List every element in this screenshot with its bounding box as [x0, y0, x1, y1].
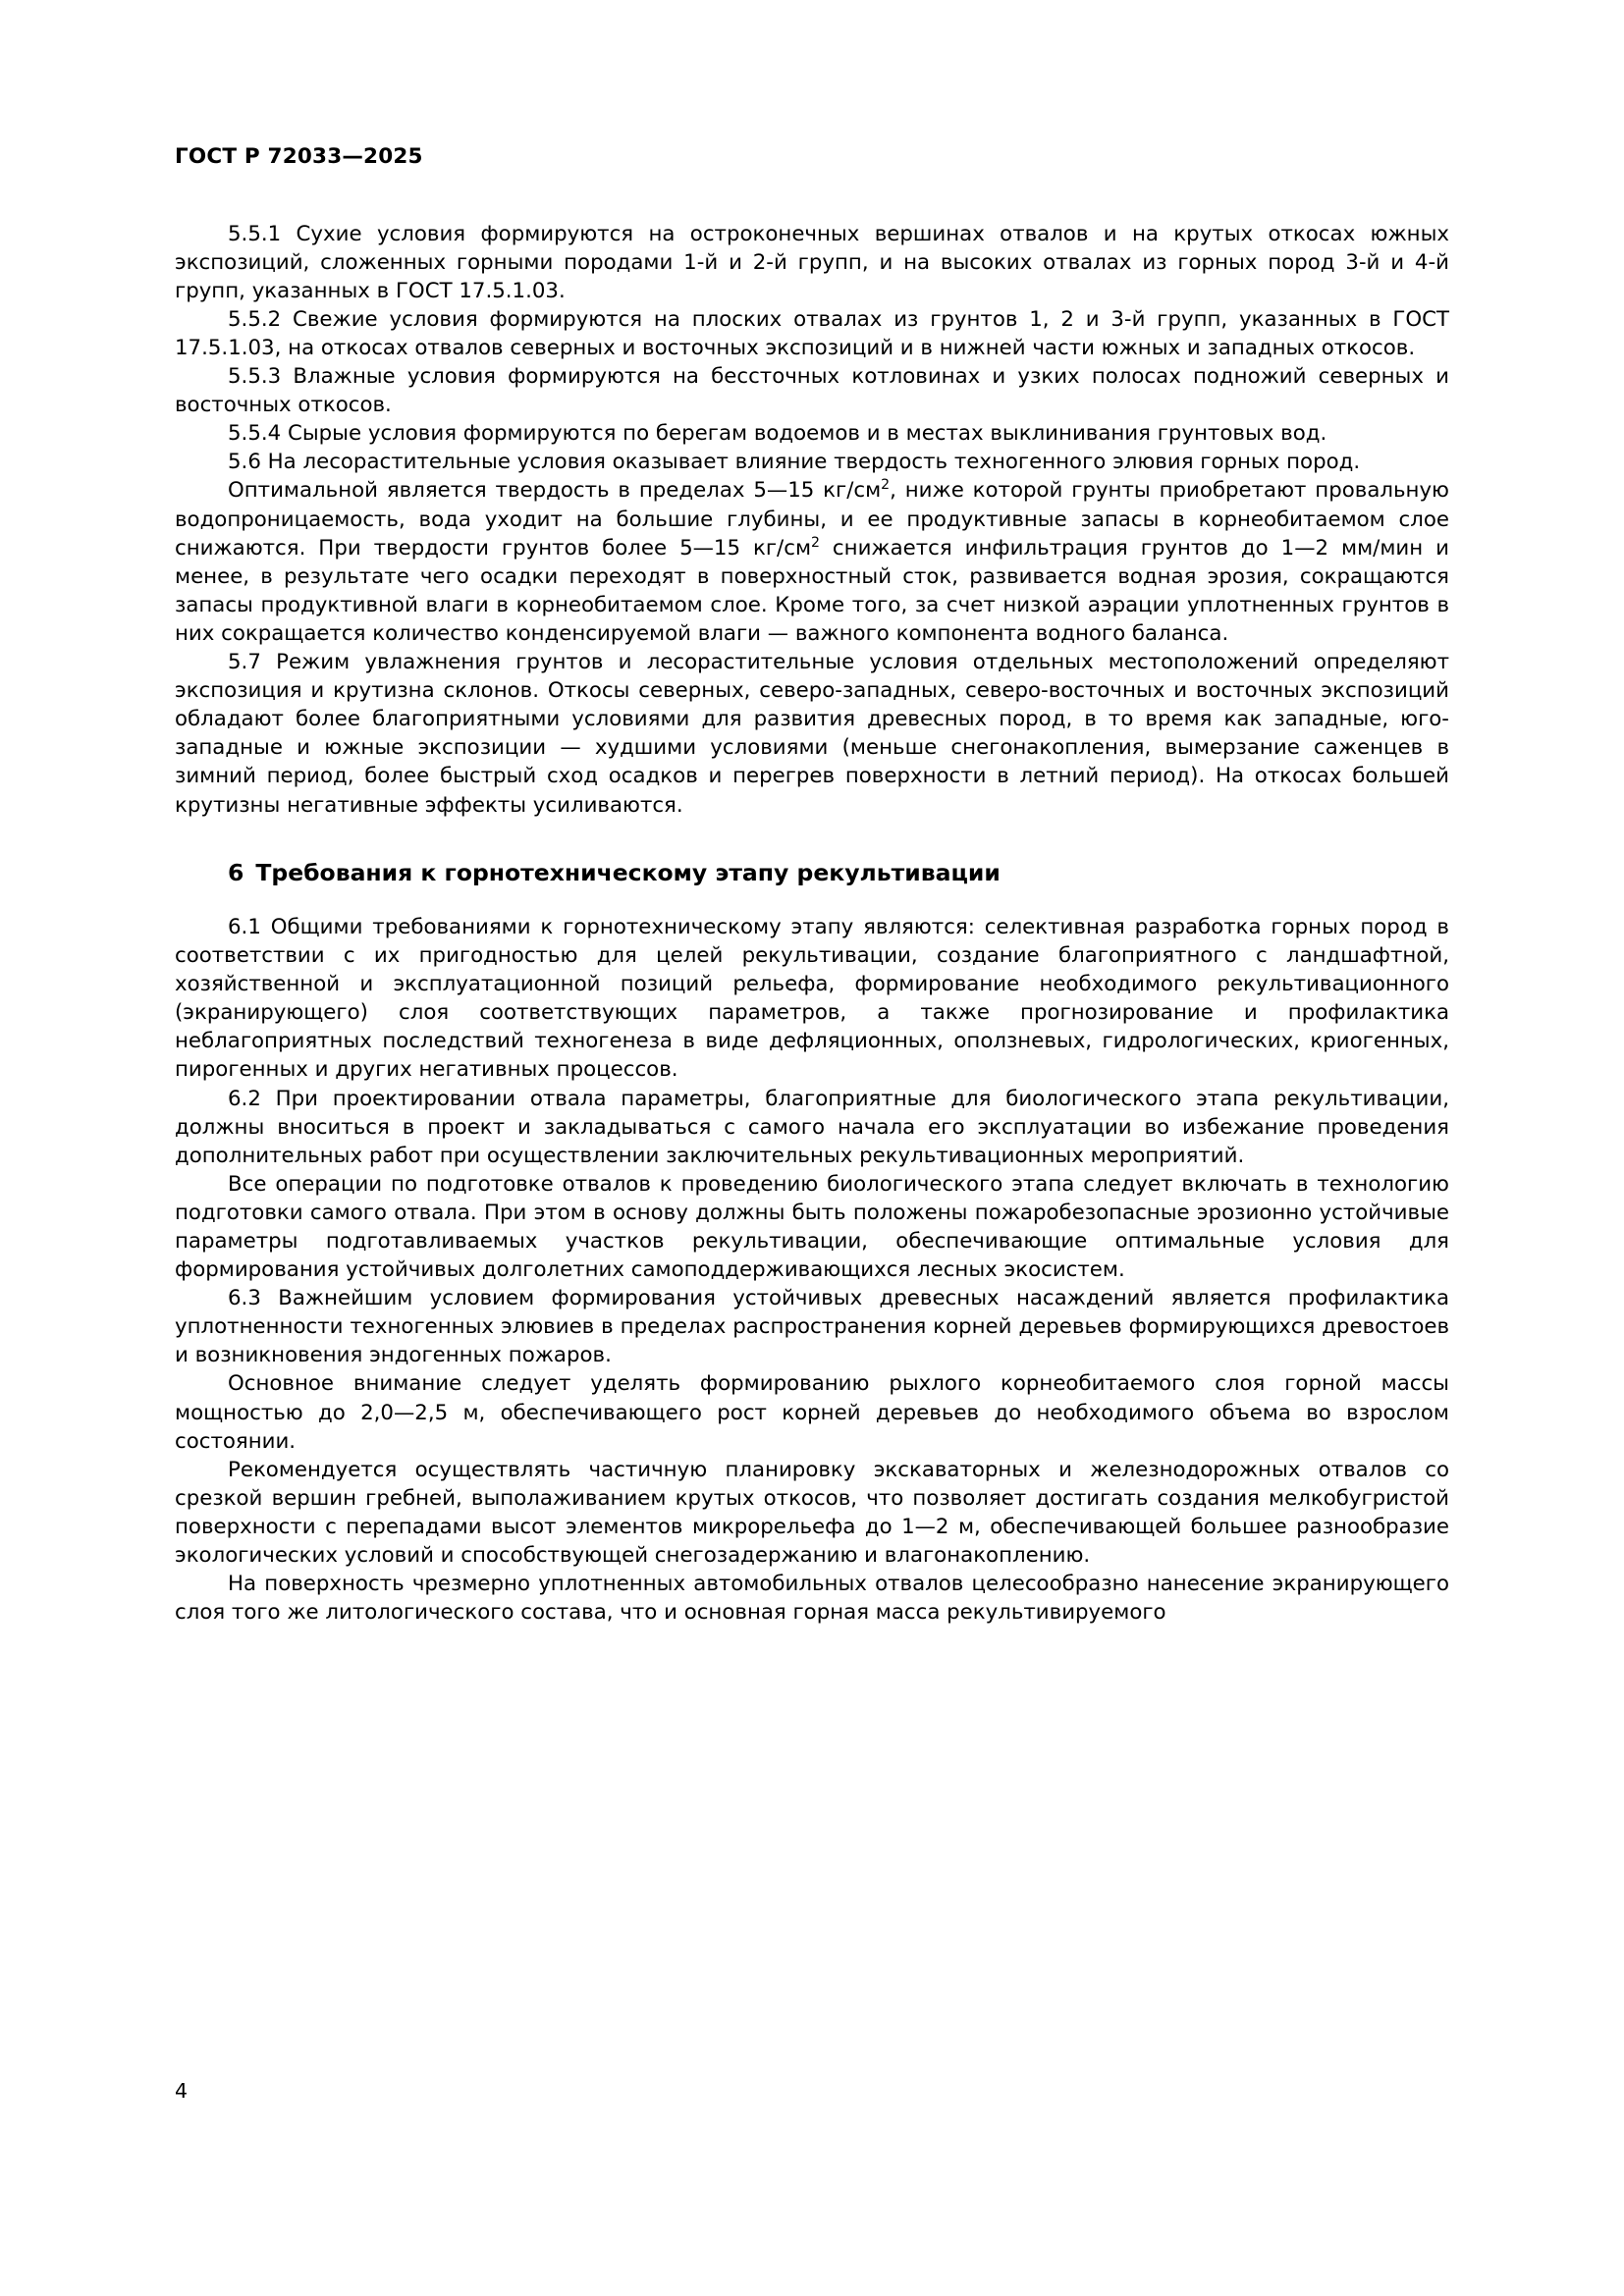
paragraph-6-3-d: На поверхность чрезмерно уплотненных автомобильных отвалов целесообразно нанесение экранирующего слоя того же литологического состава, что и основная горная масса рекультивируемого [175, 1572, 1449, 1626]
paragraph-5-5-1: 5.5.1 Сухие условия формируются на остроконечных вершинах отвалов и на крутых откосах южных экспозиций, сложенных горными породами 1-й и 2-й групп, и на высоких отвалах из горных пород 3-й и 4-й групп, указанных в ГОСТ 17.5.1.03. [175, 221, 1449, 303]
hardness-text-part-2: , ниже которой грунты приобретают провальную водопроницаемость, вода уходит на большие глубины, и ее продуктивные запасы в корнеобитаемом слое снижаются. При твердости грунтов более 5—15 кг/см [175, 478, 1449, 561]
page-header: ГОСТ Р 72033—2025 [175, 144, 423, 169]
hardness-text-part-1: Оптимальной является твердость в пределах 5—15 кг/см [228, 478, 882, 504]
paragraph-5-7: 5.7 Режим увлажнения грунтов и лесорастительные условия отдельных местоположений определяют экспозиция и крутизна склонов. Откосы северных, северо-западных, северо-восточных и восточных экспозиций обладают более благоприятными условиями для развития древесных пород, в то время как западные, юго-западные и южные экспозиции — худшими условиями (меньше снегонакопления, вымерзание саженцев в зимний период, более быстрый сход осадков и перегрев поверхности в летний период). На откосах большей крутизны негативные эффекты усиливаются. [175, 650, 1449, 818]
section-title-text: Требования к горнотехническому этапу рекультивации [255, 858, 1001, 886]
hardness-exponent-1: 2 [881, 477, 891, 494]
hardness-text-part-3: снижается инфильтрация грунтов до 1—2 мм/мин и менее, в результате чего осадки переходят в поверхностный сток, развивается водная эрозия, сокращаются запасы продуктивной влаги в корнеобитаемом слое. Кроме того, за счет низкой аэрации уплотненных грунтов в них сокращается количество конденсируемой влаги — важного компонента водного баланса. [175, 535, 1449, 646]
paragraph-5-6: 5.6 На лесорастительные условия оказывает влияние твердость техногенного элювия горных пород. [228, 450, 1361, 475]
document-body [175, 220, 1449, 1628]
paragraph-5-5-3: 5.5.3 Влажные условия формируются на бессточных котловинах и узких полосах подножий северных и восточных откосов. [175, 364, 1449, 418]
paragraph-6-3: 6.3 Важнейшим условием формирования устойчивых древесных насаждений является профилактика уплотненности техногенных элювиев в пределах распространения корней деревьев формирующихся древостоев и возникновения эндогенных пожаров. [175, 1286, 1449, 1368]
paragraph-6-3-c: Рекомендуется осуществлять частичную планировку экскаваторных и железнодорожных отвалов со срезкой вершин гребней, выполаживанием крутых откосов, что позволяет достигать создания мелкобугристой поверхности с перепадами высот элементов микрорельефа до 1—2 м, обеспечивающей большее разнообразие экологических условий и способствующей снегозадержанию и влагонакоплению. [175, 1457, 1449, 1569]
section-heading-6 [175, 859, 1449, 887]
paragraph-6-2: 6.2 При проектировании отвала параметры, благоприятные для биологического этапа рекультивации, должны вноситься в проект и закладываться с самого начала его эксплуатации во избежание проведения дополнительных работ при осуществлении заключительных рекультивационных мероприятий. [175, 1086, 1449, 1168]
paragraph-5-5-4: 5.5.4 Сырые условия формируются по берегам водоемов и в местах выклинивания грунтовых вод. [228, 421, 1327, 447]
section-number: 6 [228, 858, 244, 886]
paragraph-5-5-2: 5.5.2 Свежие условия формируются на плоских отвалах из грунтов 1, 2 и 3-й групп, указанных в ГОСТ 17.5.1.03, на откосах отвалов северных и восточных экспозиций и в нижней части южных и западных откосов. [175, 306, 1449, 361]
paragraph-5-6-hardness [175, 476, 1449, 648]
paragraph-6-2-b: Все операции по подготовке отвалов к проведению биологического этапа следует включать в технологию подготовки самого отвала. При этом в основу должны быть положены пожаробезопасные эрозионно устойчивые параметры подготавливаемых участков рекультивации, обеспечивающие оптимальные условия для формирования устойчивых долголетних самоподдерживающихся лесных экосистем. [175, 1171, 1449, 1283]
paragraph-6-1: 6.1 Общими требованиями к горнотехническому этапу являются: селективная разработка горных пород в соответствии с их пригодностью для целей рекультивации, создание благоприятного с ландшафтной, хозяйственной и эксплуатационной позиций рельефа, формирование необходимого рекультивационного (экранирующего) слоя соответствующих параметров, а также прогнозирование и профилактика неблагоприятных последствий техногенеза в виде дефляционных, оползневых, гидрологических, криогенных, пирогенных и других негативных процессов. [175, 914, 1449, 1083]
hardness-exponent-2: 2 [811, 534, 820, 551]
page-number: 4 [175, 2079, 189, 2103]
paragraph-6-3-b: Основное внимание следует уделять формированию рыхлого корнеобитаемого слоя горной массы мощностью до 2,0—2,5 м, обеспечивающего рост корней деревьев до необходимого объема во взрослом состоянии. [175, 1371, 1449, 1454]
